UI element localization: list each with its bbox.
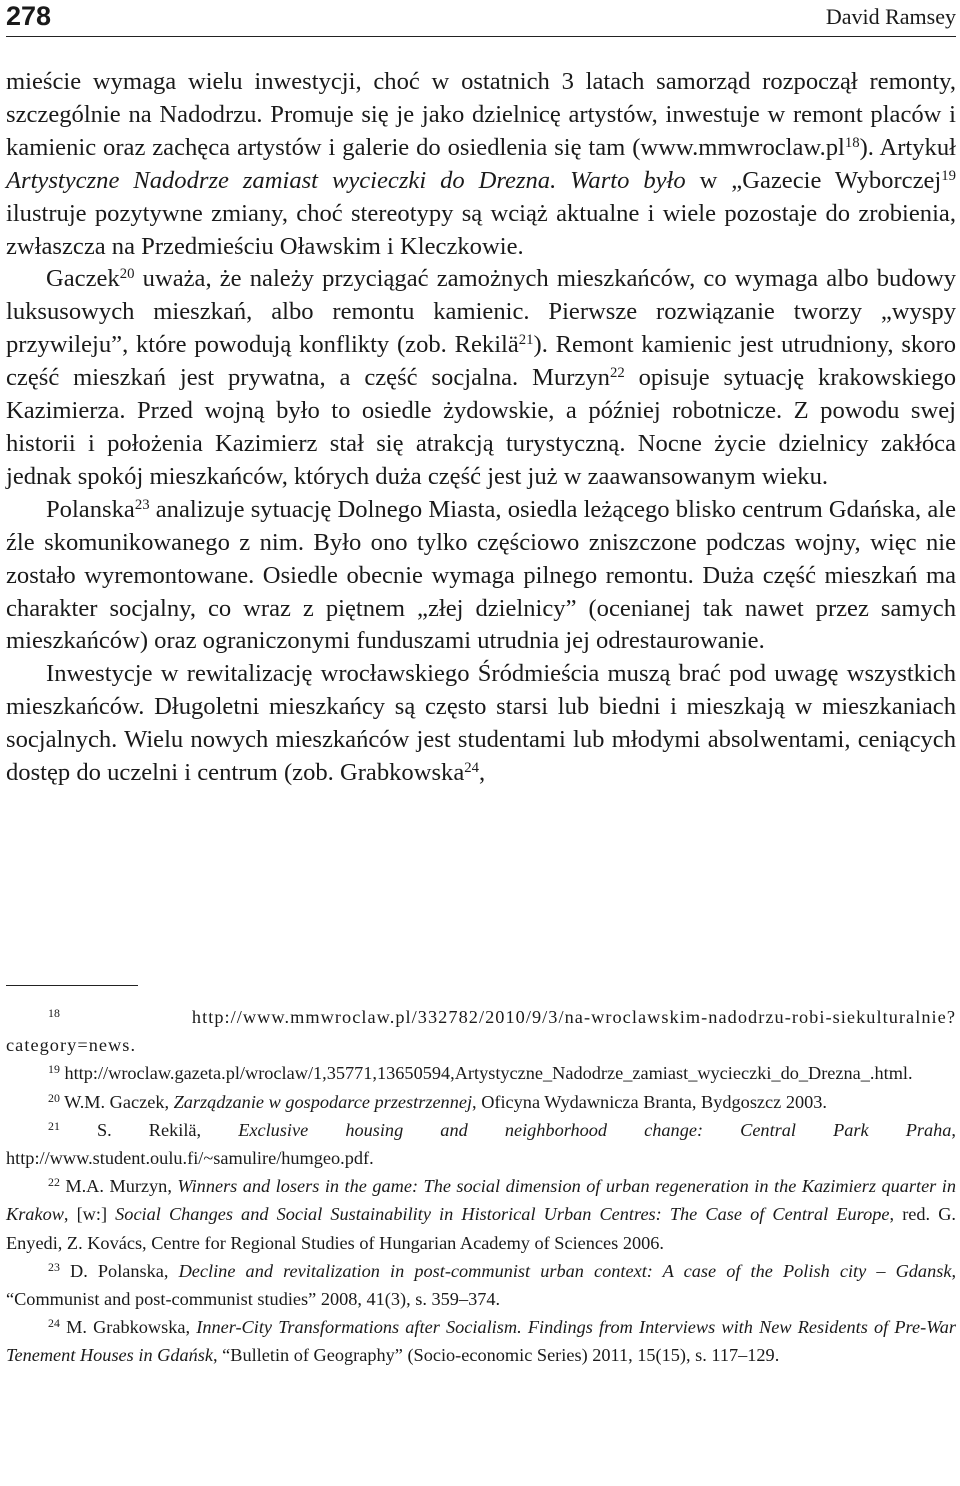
citation-title: Zarządzanie w gospodarce przestrzennej bbox=[173, 1091, 473, 1112]
text-run: Polanska bbox=[46, 495, 135, 523]
text-run: Inwestycje w rewitalizację wrocławskiego Śródmieścia muszą brać pod uwagę wszystkich mieszkańców. Długoletni mieszkańcy są często starsi lub biedni i mieszkają w mieszkaniach socjalnych. Wielu nowych mieszkańców jest studentami lub młodymi absolwentami, ceniących dostęp do uczelni i centrum (zob. Grabkowska bbox=[6, 660, 956, 787]
footnote-number: 22 bbox=[48, 1175, 60, 1190]
citation-rest: , http://www.student.oulu.fi/~samulire/humgeo.pdf. bbox=[6, 1119, 956, 1169]
text-run: w „Gazecie Wyborczej bbox=[685, 166, 942, 194]
footnote-number: 20 bbox=[48, 1090, 60, 1105]
footnote bbox=[6, 1059, 956, 1087]
citation-rest: , Oficyna Wydawnicza Branta, Bydgoszcz 2003. bbox=[472, 1091, 827, 1112]
citation-title: Exclusive housing and neighborhood change: Central Park Praha bbox=[238, 1119, 952, 1140]
paragraph bbox=[6, 658, 956, 790]
citation-title: Winners and losers in the game: The social dimension of urban regeneration in the Kazimierz quarter in Krakow bbox=[6, 1176, 956, 1225]
footnote-ref[interactable]: 20 bbox=[119, 266, 135, 283]
running-head-author: David Ramsey bbox=[825, 4, 956, 29]
paragraph bbox=[6, 494, 956, 659]
citation-title: Inner-City Transformations after Socialism. Findings from Interviews with New Residents of Pre-War Tenement Houses in Gdańsk bbox=[6, 1317, 957, 1366]
article-title: Artystyczne Nadodrze zamiast wycieczki do Drezna. Warto było bbox=[6, 166, 686, 194]
citation-title: Decline and revitalization in post-communist urban context: A case of the Polish city – Gdansk bbox=[178, 1260, 952, 1281]
footnote bbox=[6, 1257, 956, 1313]
footnote-link[interactable]: http://wroclaw.gazeta.pl/wroclaw/1,35771,13650594,Artystyczne_Nadodrze_zamiast_wycieczki_do_Drezna_.html. bbox=[64, 1063, 913, 1084]
text-run: mieście wymaga wielu inwestycji, choć w ostatnich 3 latach samorząd rozpoczął remonty, szczególnie na Nadodrzu. Promuje się je jako dzielnicę artystów, inwestuje w remont placów i kamienic oraz zachęca artystów i galerie do osiedlenia się tam (www.mmwroclaw.pl bbox=[6, 68, 956, 161]
citation-book-title: Social Changes and Social Sustainability in Historical Urban Centres: The Case of Central Europe bbox=[115, 1204, 890, 1225]
footnote-number: 21 bbox=[48, 1118, 60, 1133]
footnote-number: 23 bbox=[48, 1259, 60, 1274]
footnote-ref[interactable]: 21 bbox=[518, 332, 534, 349]
paragraph bbox=[6, 263, 956, 493]
footnote-number: 19 bbox=[48, 1062, 60, 1077]
citation-mid: , [w:] bbox=[63, 1204, 116, 1225]
citation-author: S. Rekilä, bbox=[96, 1119, 239, 1140]
text-run: opisuje sytuację krakowskiego Kazimierza. Przed wojną było to osiedle żydowskie, a później robotnicze. Z powodu swej historii i położenia Kazimierz stał się atrakcją turystyczną. Nocne życie dzielnicy zakłóca jednak spokój mieszkańców, których duża część jest już w zaawansowanym wieku. bbox=[6, 364, 956, 490]
body-text bbox=[6, 66, 956, 790]
text-run: ). Remont kamienic jest utrudniony, skoro część mieszkań jest prywatna, a część socjalna. Murzyn bbox=[6, 331, 956, 392]
text-run: ). Artykuł bbox=[859, 133, 956, 161]
footnote-separator bbox=[6, 985, 138, 986]
footnotes bbox=[6, 1003, 956, 1370]
citation-author: M. Grabkowska, bbox=[66, 1317, 197, 1338]
footnote-ref[interactable]: 19 bbox=[941, 167, 956, 184]
footnote bbox=[6, 1116, 956, 1172]
page-header bbox=[6, 0, 956, 37]
text-run: analizuje sytuację Dolnego Miasta, osiedla leżącego blisko centrum Gdańska, ale źle skomunikowanego z nim. Było ono tylko częściowo zniszczone podczas wojny, więc nie zostało wyremontowane. Osiedle obecnie wymaga pilnego remontu. Duża część mieszkań ma charakter socjalny, co wraz z piętnem „złej dzielnicy” (ocenianej tak nawet przez samych mieszkańców) oraz ograniczonymi funduszami utrudnia jej odrestaurowanie. bbox=[6, 495, 956, 655]
footnote-ref[interactable]: 22 bbox=[609, 365, 625, 382]
footnote bbox=[6, 1172, 956, 1257]
citation-rest: , “Bulletin of Geography” (Socio-economic Series) 2011, 15(15), s. 117–129. bbox=[213, 1345, 780, 1366]
footnote-link[interactable]: http://www.mmwroclaw.pl/332782/2010/9/3/na-wroclawskim-nadodrzu-robi-siekulturalnie?category=news. bbox=[6, 1007, 956, 1056]
citation-rest: , “Communist and post-communist studies” 2008, 41(3), s. 359–374. bbox=[6, 1260, 957, 1310]
text-run: ilustruje pozytywne zmiany, choć stereotypy są wciąż aktualne i wiele pozostaje do zrobienia, zwłaszcza na Przedmieściu Oławskim i Kleczkowie. bbox=[6, 199, 956, 260]
citation-author: W.M. Gaczek, bbox=[64, 1091, 174, 1112]
footnote bbox=[6, 1313, 956, 1369]
footnote-ref[interactable]: 24 bbox=[464, 759, 480, 776]
citation-author: D. Polanska, bbox=[70, 1260, 179, 1281]
paragraph bbox=[6, 66, 956, 263]
text-run: uważa, że należy przyciągać zamożnych mieszkańców, co wymaga albo budowy luksusowych mieszkań, albo remontu kamienic. Pierwsze rozwiązanie tworzy „wyspy przywileju”, które powodują konflikty (zob. Rekilä bbox=[6, 265, 956, 359]
page-number: 278 bbox=[6, 1, 52, 31]
text-run: Gaczek bbox=[46, 265, 120, 293]
text-run: , bbox=[479, 759, 486, 787]
footnote bbox=[6, 1088, 956, 1116]
footnote-number: 18 bbox=[48, 1006, 60, 1021]
footnote bbox=[6, 1003, 956, 1059]
citation-author: M.A. Murzyn, bbox=[65, 1176, 178, 1197]
citation-rest: , red. G. Enyedi, Z. Kovács, Centre for Regional Studies of Hungarian Academy of Sciences 2006. bbox=[6, 1204, 956, 1253]
footnote-number: 24 bbox=[48, 1316, 60, 1331]
footnote-ref[interactable]: 23 bbox=[134, 496, 150, 513]
footnote-ref[interactable]: 18 bbox=[844, 134, 860, 151]
